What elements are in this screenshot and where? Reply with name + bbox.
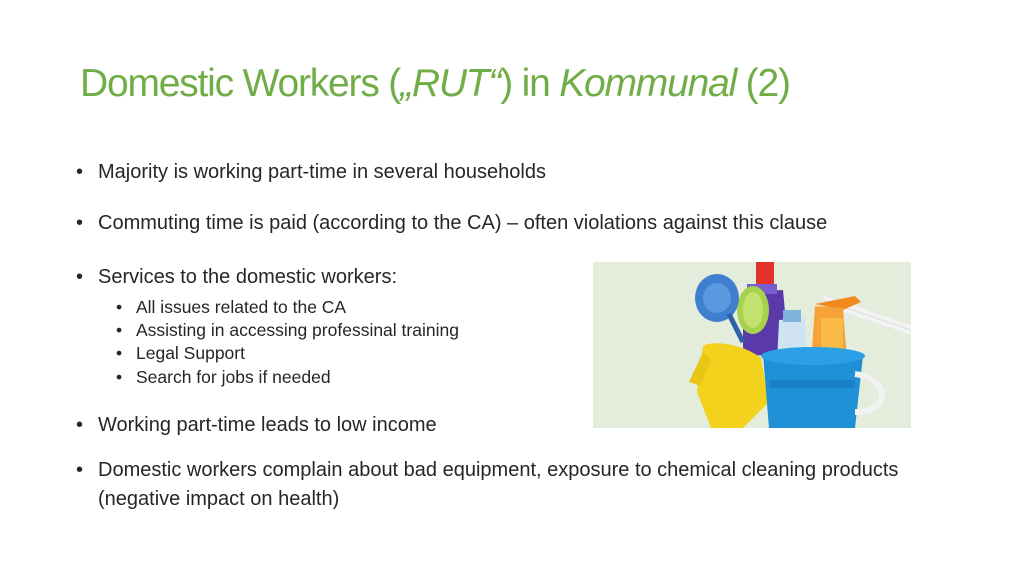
sub-bullet-item bbox=[116, 319, 459, 343]
title-rut: „RUT“ bbox=[400, 62, 501, 105]
sub-bullet-item bbox=[116, 342, 245, 366]
sub-bullet-text: Search for jobs if needed bbox=[136, 367, 331, 387]
sub-bullet-text: Legal Support bbox=[136, 343, 245, 363]
bullet-item bbox=[76, 208, 827, 238]
title-kommunal: Kommunal bbox=[559, 62, 737, 105]
bullet-text: Commuting time is paid (according to the CA) – often violations against this clause bbox=[98, 212, 828, 234]
bullet-text: Domestic workers complain about bad equipment, exposure to chemical cleaning products (negative impact on health) bbox=[98, 459, 899, 510]
sub-bullet-dot: • bbox=[116, 297, 123, 317]
bullet-text: Majority is working part-time in several households bbox=[98, 161, 546, 183]
bullet-dot: • bbox=[76, 414, 84, 436]
sub-bullet-dot: • bbox=[116, 367, 123, 387]
bullet-item bbox=[76, 410, 437, 440]
bullet-text: Working part-time leads to low income bbox=[98, 414, 437, 436]
title-mid: ) in bbox=[500, 62, 560, 105]
sub-bullet-item bbox=[116, 296, 346, 320]
sub-bullet-dot: • bbox=[116, 320, 123, 340]
sub-bullet-text: All issues related to the CA bbox=[136, 297, 347, 317]
slide-title bbox=[80, 62, 790, 106]
title-suffix: (2) bbox=[736, 62, 790, 105]
bullet-item bbox=[76, 456, 938, 514]
sub-bullet-text: Assisting in accessing professinal training bbox=[136, 320, 459, 340]
bullet-dot: • bbox=[76, 459, 84, 481]
bullet-item bbox=[76, 262, 397, 292]
cleaning-supplies-image bbox=[593, 262, 911, 428]
cleaning-supplies-illustration bbox=[593, 262, 911, 428]
sub-bullet-item bbox=[116, 366, 331, 390]
title-prefix: Domestic Workers ( bbox=[80, 62, 401, 105]
bullet-item bbox=[76, 157, 546, 187]
sub-bullet-dot: • bbox=[116, 343, 123, 363]
bullet-dot: • bbox=[76, 161, 84, 183]
bullet-text: Services to the domestic workers: bbox=[98, 266, 397, 288]
bullet-dot: • bbox=[76, 212, 84, 234]
bullet-dot: • bbox=[76, 266, 84, 288]
